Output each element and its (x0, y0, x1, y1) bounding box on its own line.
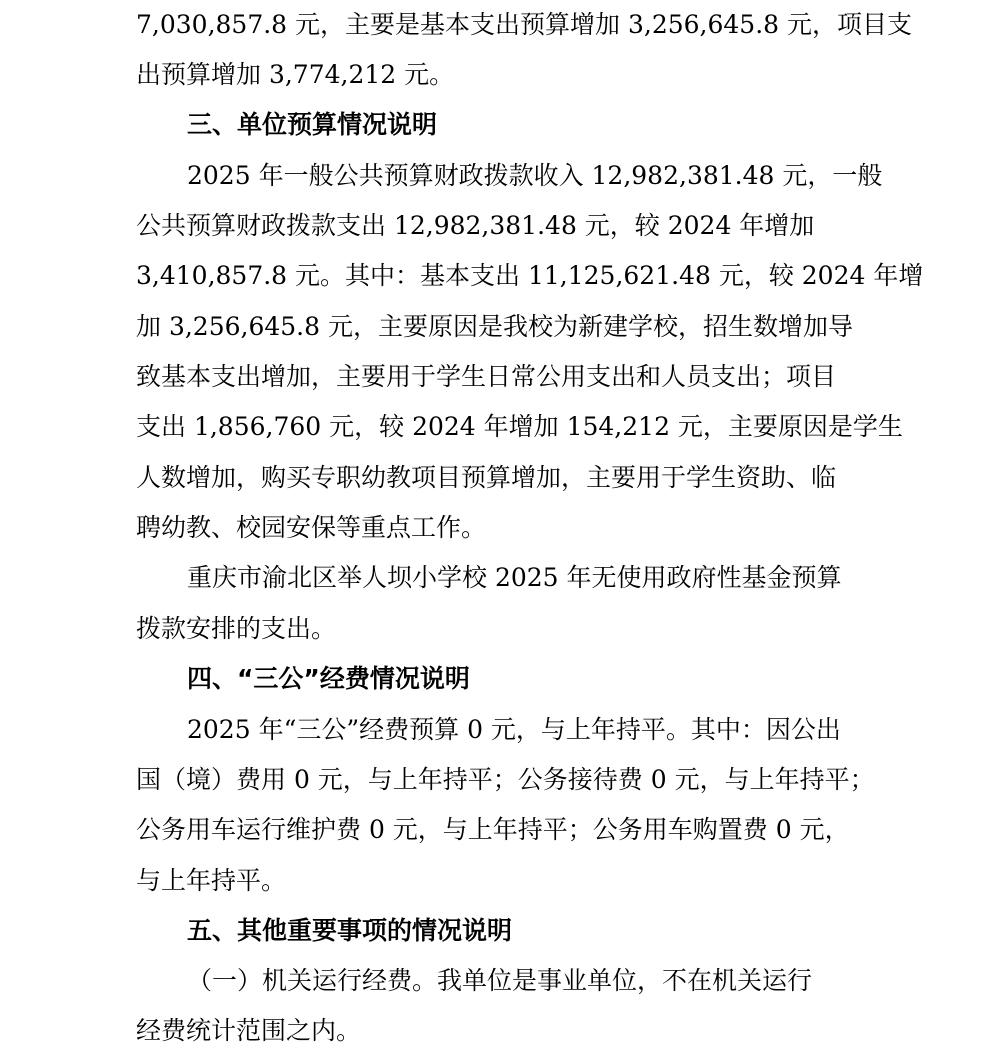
text-line: 拨款安排的支出。 (136, 614, 337, 643)
text-line: 2025 年“三公”经费预算 0 元，与上年持平。其中：因公出 (187, 715, 841, 744)
section-heading: 三、单位预算情况说明 (187, 110, 438, 139)
text-line: 7,030,857.8 元，主要是基本支出预算增加 3,256,645.8 元，项目支 (136, 10, 913, 39)
text-line: 重庆市渝北区举人坝小学校 2025 年无使用政府性基金预算 (187, 563, 842, 592)
text-line: 聘幼教、校园安保等重点工作。 (136, 513, 487, 542)
section-heading: 四、“三公”经费情况说明 (187, 664, 470, 693)
text-line: 公共预算财政拨款支出 12,982,381.48 元，较 2024 年增加 (136, 211, 815, 240)
text-line: 与上年持平。 (136, 866, 287, 895)
text-line: 出预算增加 3,774,212 元。 (136, 60, 455, 89)
text-line: 2025 年一般公共预算财政拨款收入 12,982,381.48 元，一般 (187, 161, 883, 190)
text-line: 加 3,256,645.8 元，主要原因是我校为新建学校，招生数增加导 (136, 312, 853, 341)
section-heading: 五、其他重要事项的情况说明 (187, 916, 513, 945)
text-line: 3,410,857.8 元。其中：基本支出 11,125,621.48 元，较 2024 年增 (136, 261, 924, 290)
text-line: （一）机关运行经费。我单位是事业单位，不在机关运行 (187, 966, 813, 995)
text-line: 支出 1,856,760 元，较 2024 年增加 154,212 元，主要原因是学生 (136, 412, 903, 441)
text-line: 国（境）费用 0 元，与上年持平；公务接待费 0 元，与上年持平； (136, 765, 875, 794)
text-line: 致基本支出增加，主要用于学生日常公用支出和人员支出；项目 (136, 362, 837, 391)
text-line: 公务用车运行维护费 0 元，与上年持平；公务用车购置费 0 元， (136, 815, 850, 844)
text-line: 经费统计范围之内。 (136, 1016, 362, 1045)
text-line: 人数增加，购买专职幼教项目预算增加，主要用于学生资助、临 (136, 463, 837, 492)
